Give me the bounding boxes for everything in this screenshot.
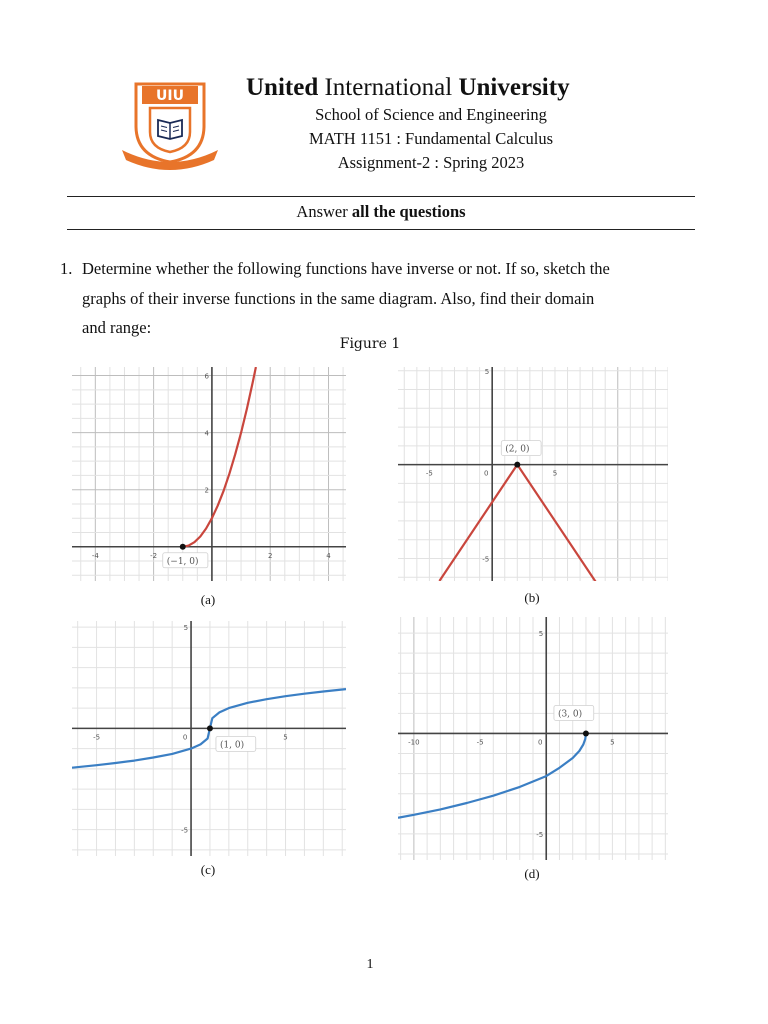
caption-a: (a) bbox=[200, 592, 216, 607]
graph-a-svg bbox=[72, 367, 346, 581]
point-label: (3, 0) bbox=[557, 709, 583, 720]
y-tick-label: -5 bbox=[482, 555, 490, 564]
logo-initials: UIU bbox=[156, 88, 184, 104]
x-tick-label: 4 bbox=[326, 551, 331, 560]
y-tick-label: 5 bbox=[538, 630, 544, 639]
bottom-rule bbox=[67, 229, 695, 230]
x-tick-label: -10 bbox=[408, 738, 420, 747]
x-tick-label: -2 bbox=[150, 551, 158, 560]
question-text-line3: and range: bbox=[82, 318, 152, 337]
question-text-line1: Determine whether the following functions have inverse or not. If so, sketch the bbox=[82, 259, 610, 278]
caption-b: (b) bbox=[524, 590, 540, 605]
y-tick-label: 2 bbox=[204, 486, 209, 495]
series-line bbox=[398, 734, 586, 818]
grid bbox=[398, 617, 668, 860]
series-line bbox=[183, 367, 256, 547]
series-line bbox=[439, 465, 668, 581]
highlight-point bbox=[514, 462, 520, 468]
y-tick-label: 6 bbox=[204, 372, 209, 381]
graph-a bbox=[72, 367, 346, 581]
x-tick-label: 0 bbox=[483, 469, 489, 478]
grid bbox=[72, 367, 346, 581]
point-label: (1, 0) bbox=[219, 740, 245, 751]
x-tick-label: 0 bbox=[182, 733, 188, 742]
grid bbox=[72, 621, 346, 856]
graph-c-svg bbox=[72, 621, 346, 856]
graph-d bbox=[398, 617, 668, 860]
x-tick-label: -5 bbox=[425, 469, 433, 478]
figure-title: Figure 1 bbox=[339, 336, 401, 352]
highlight-point bbox=[207, 725, 213, 731]
x-tick-label: -5 bbox=[476, 738, 484, 747]
graph-b bbox=[398, 367, 668, 581]
assignment-title: Assignment-2 : Spring 2023 bbox=[337, 153, 525, 172]
point-label: (2, 0) bbox=[505, 444, 530, 455]
y-tick-label: -5 bbox=[536, 830, 544, 839]
grid bbox=[398, 367, 668, 581]
top-rule bbox=[67, 196, 695, 197]
highlight-point bbox=[583, 730, 589, 736]
y-tick-label: 5 bbox=[183, 624, 189, 633]
x-tick-label: -4 bbox=[91, 551, 99, 560]
graph-c bbox=[72, 621, 346, 856]
graph-d-svg bbox=[398, 617, 668, 860]
question-number: 1. bbox=[60, 259, 73, 278]
instructions: Answer all the questions bbox=[296, 202, 466, 221]
y-tick-label: 5 bbox=[484, 367, 490, 376]
course-title: MATH 1151 : Fundamental Calculus bbox=[308, 129, 554, 148]
school-name: School of Science and Engineering bbox=[315, 105, 547, 124]
caption-d: (d) bbox=[524, 866, 540, 881]
question-text-line2: graphs of their inverse functions in the same diagram. Also, find their domain bbox=[82, 289, 595, 308]
page-number: 1 bbox=[366, 957, 374, 972]
x-tick-label: 0 bbox=[538, 738, 543, 747]
y-tick-label: -5 bbox=[181, 826, 189, 835]
x-tick-label: 5 bbox=[283, 733, 288, 742]
caption-c: (c) bbox=[200, 862, 216, 877]
x-tick-label: -5 bbox=[93, 733, 101, 742]
x-tick-label: 5 bbox=[610, 738, 615, 747]
graph-b-svg bbox=[398, 367, 668, 581]
university-name: United International University bbox=[246, 74, 570, 101]
y-tick-label: 4 bbox=[204, 429, 209, 438]
x-tick-label: 2 bbox=[267, 551, 273, 560]
highlight-point bbox=[180, 544, 186, 550]
point-label: (−1, 0) bbox=[166, 556, 199, 567]
x-tick-label: 5 bbox=[552, 469, 558, 478]
